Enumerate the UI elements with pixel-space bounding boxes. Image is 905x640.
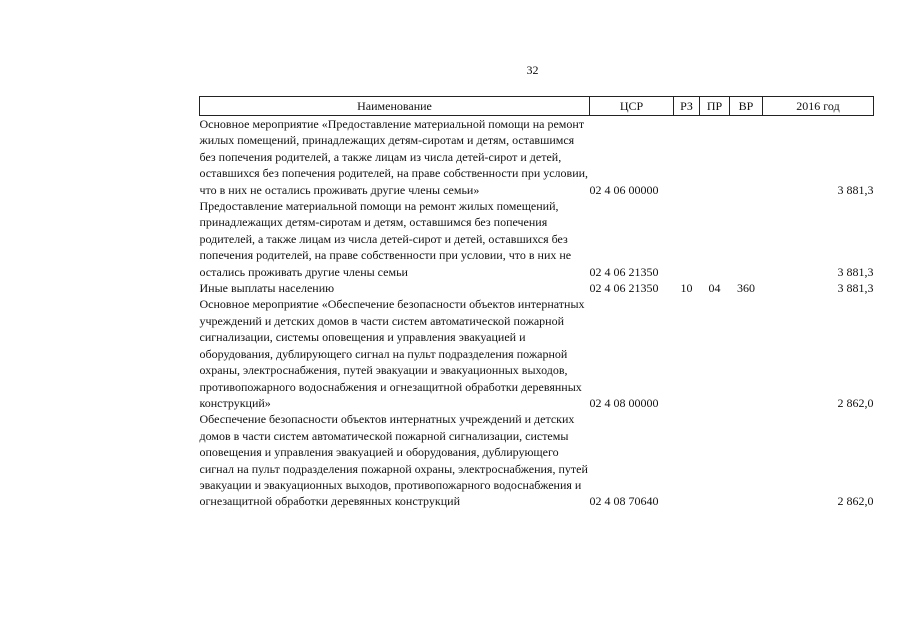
row-pr: 04 bbox=[708, 281, 721, 296]
row-name: Предоставление материальной помощи на ремонт жилых помещений, принадлежащих детям-сиротам и детям, оставшимся без попечения родителей, а также лицам из числа детей-сирот и детей, оставшихся без попечения родителей, на праве собственности при условии, что в них не остались проживать другие члены семьи bbox=[199, 199, 572, 279]
row-csr: 02 4 06 21350 bbox=[589, 281, 659, 296]
budget-table bbox=[199, 96, 874, 510]
row-amount: 2 862,0 bbox=[837, 494, 874, 509]
row-csr: 02 4 06 21350 bbox=[589, 264, 659, 279]
row-rz: 10 bbox=[680, 281, 693, 296]
row-amount: 2 862,0 bbox=[837, 395, 874, 410]
row-csr: 02 4 08 00000 bbox=[589, 395, 659, 410]
row-name: Иные выплаты населению bbox=[199, 281, 335, 296]
row-name: Обеспечение безопасности объектов интернатных учреждений и детских домов в части систем автоматической пожарной сигнализации, системы оповещения и управления эвакуацией и оборудования, дублирующего сигнал на пульт подразделения пожарной охраны, электроснабжения, путей эвакуации и эвакуационных выходов, противопожарного водоснабжения и огнезащитной обработки деревянных конструкций bbox=[199, 412, 588, 509]
column-header-rz: РЗ bbox=[674, 97, 700, 116]
row-rz bbox=[674, 296, 700, 411]
row-amount: 3 881,3 bbox=[837, 281, 874, 296]
column-header-vr: ВР bbox=[730, 97, 763, 116]
table-row bbox=[200, 296, 874, 411]
column-header-year: 2016 год bbox=[763, 97, 874, 116]
page-number: 32 bbox=[526, 63, 539, 77]
column-header-pr: ПР bbox=[700, 97, 730, 116]
table-header-row bbox=[200, 97, 874, 116]
column-header-name: Наименование bbox=[200, 97, 590, 116]
row-amount: 3 881,3 bbox=[837, 182, 874, 197]
row-vr bbox=[730, 296, 763, 411]
row-csr: 02 4 06 00000 bbox=[589, 182, 659, 197]
table-row bbox=[200, 116, 874, 199]
table-row bbox=[200, 198, 874, 280]
row-rz bbox=[674, 198, 700, 280]
row-name: Основное мероприятие «Обеспечение безопасности объектов интернатных учреждений и детских домов в части систем автоматической пожарной сигнализации, системы оповещения и управления эвакуацией и оборудования, дублирующего сигнал на пульт подразделения пожарной охраны, электроснабжения, путей эвакуации и эвакуационных выходов, противопожарного водоснабжения и огнезащитной обработки деревянных конструкций» bbox=[199, 297, 585, 410]
table-row bbox=[200, 411, 874, 509]
row-vr: 360 bbox=[737, 281, 755, 296]
row-rz bbox=[674, 116, 700, 199]
row-pr bbox=[700, 116, 730, 199]
row-vr bbox=[730, 116, 763, 199]
row-vr bbox=[730, 411, 763, 509]
row-pr bbox=[700, 411, 730, 509]
row-vr bbox=[730, 198, 763, 280]
table-row bbox=[200, 280, 874, 296]
row-pr bbox=[700, 296, 730, 411]
row-csr: 02 4 08 70640 bbox=[589, 494, 659, 509]
row-name: Основное мероприятие «Предоставление материальной помощи на ремонт жилых помещений, принадлежащих детям-сиротам и детям, оставшимся без попечения родителей, а также лицам из числа детей-сирот и детей, оставшихся без попечения родителей, на праве собственности при условии, что в них не остались проживать другие члены семьи» bbox=[199, 117, 589, 197]
row-pr bbox=[700, 198, 730, 280]
row-amount: 3 881,3 bbox=[837, 264, 874, 279]
column-header-csr: ЦСР bbox=[590, 97, 674, 116]
row-rz bbox=[674, 411, 700, 509]
